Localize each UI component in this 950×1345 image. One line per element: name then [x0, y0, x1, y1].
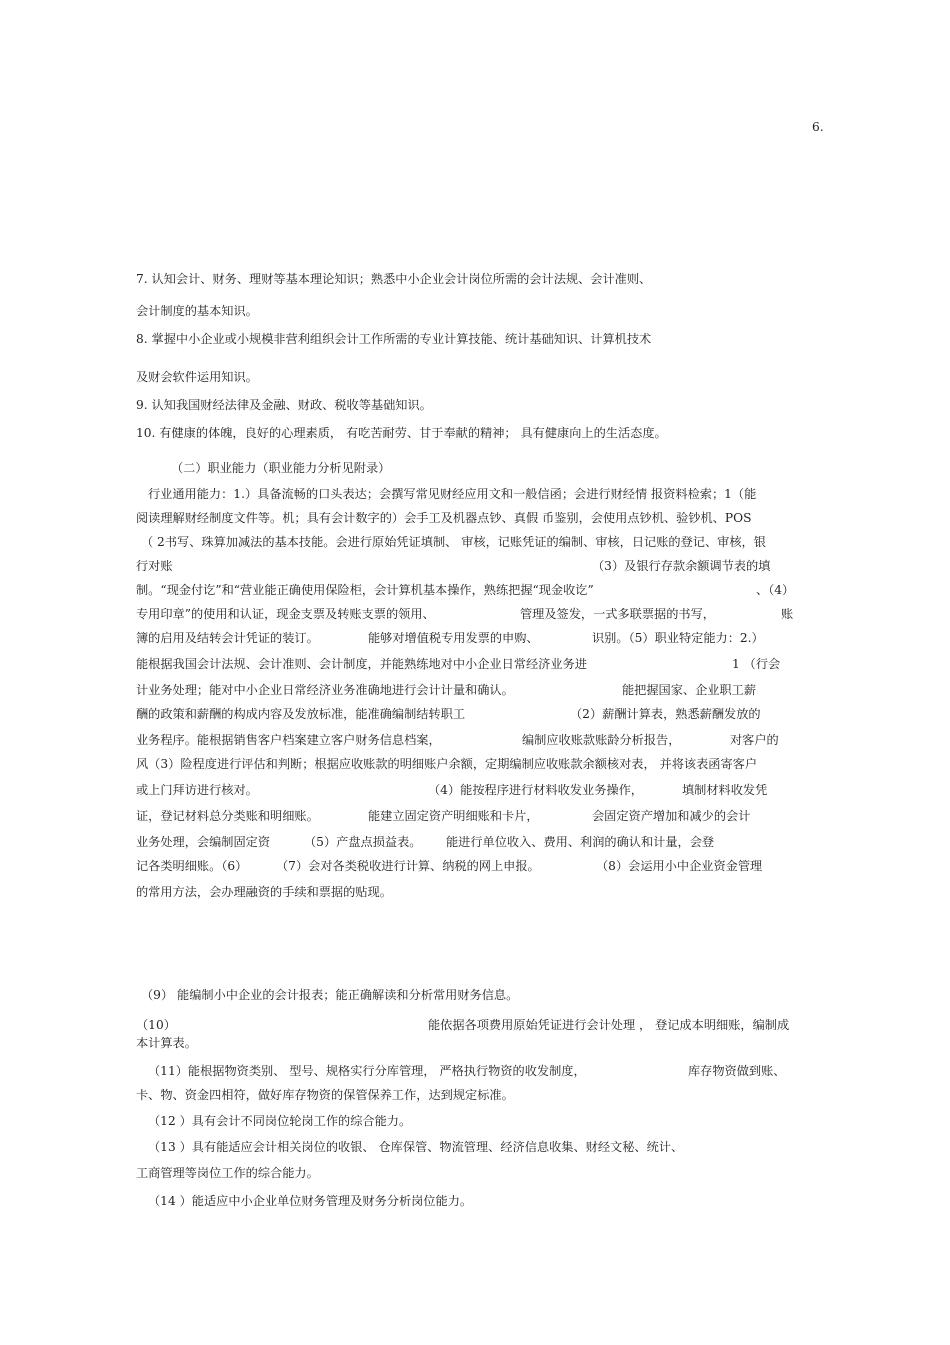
list-item-8-line1: 8. 掌握中小企业或小规模非营利组织会计工作所需的专业计算技能、统计基础知识、计算机技术	[136, 332, 652, 346]
item-9: （9） 能编制小中企业的会计报表；能正确解读和分析常用财务信息。	[141, 988, 519, 1002]
item-11-line2: 卡、物、资金四相符，做好库存物资的保管保养工作，达到规定标准。	[136, 1088, 514, 1102]
list-item-8-line2: 及财会软件运用知识。	[136, 370, 258, 384]
body-line-12: 风（3）险程度进行评估和判断；根据应收账款的明细账户余额，定期编制应收账款余额核对表， 并将该表函寄客户	[136, 757, 758, 771]
item-12: （12 ）具有会计不同岗位轮岗工作的综合能力。	[148, 1114, 412, 1128]
list-item-7-line2: 会计制度的基本知识。	[136, 304, 258, 318]
body-line-2: 阅读理解财经制度文件等。机；具有会计数字的）会手工及机器点钞、真假 币鉴别，会使用点钞机、验钞机、POS	[136, 511, 752, 525]
body-line-3: （ 2书写、珠算加减法的基本技能。会进行原始凭证填制、 审核，记账凭证的编制、审核，日记账的登记、审核，银	[141, 535, 766, 549]
item-13-line1: （13 ）具有能适应会计相关岗位的收银、 仓库保管、物流管理、经济信息收集、财经文秘、统计、	[148, 1140, 684, 1154]
page-number: 6.	[812, 120, 824, 134]
list-item-10: 10. 有健康的体魄，良好的心理素质， 有吃苦耐劳、甘于奉献的精神； 具有健康向上的生活态度。	[136, 426, 667, 440]
item-14: （14 ）能适应中小企业单位财务管理及财务分析岗位能力。	[148, 1194, 473, 1208]
body-line-1: 行业通用能力：1.）具备流畅的口头表达；会撰写常见财经应用文和一般信函；会进行财经情 报资料检索；1（能	[148, 487, 757, 501]
section-heading: （二）职业能力（职业能力分析见附录）	[171, 461, 391, 475]
list-item-9: 9. 认知我国财经法律及金融、财政、税收等基础知识。	[136, 398, 432, 412]
item-10-line2: 本计算表。	[136, 1036, 197, 1050]
item-13-line2: 工商管理等岗位工作的综合能力。	[136, 1166, 319, 1180]
list-item-7-line1: 7. 认知会计、财务、理财等基本理论知识；熟悉中小企业会计岗位所需的会计法规、会计准则、	[136, 272, 652, 286]
body-line-17: 的常用方法，会办理融资的手续和票据的贴现。	[136, 885, 392, 899]
